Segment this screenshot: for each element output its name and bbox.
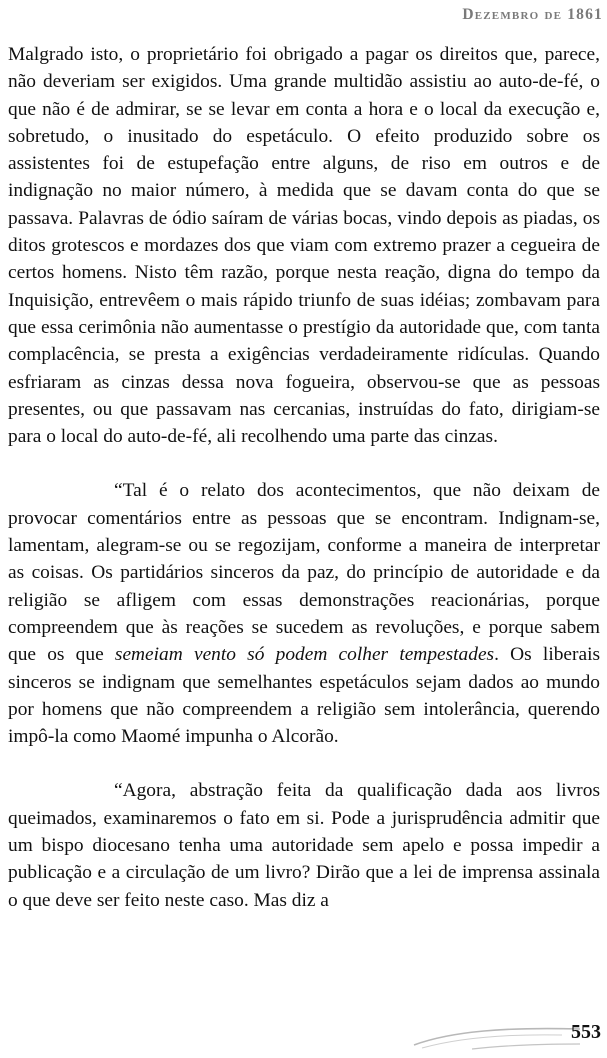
running-header: Dezembro de 1861 [462,6,603,23]
paragraph-2-text-b: . Os liberais sinceros se indignam que semelhantes espetáculos sejam dados ao mundo por homens que não compreendem a religião sem intolerância, querendo impô-la como Maomé impunha o Alcorão. [8,644,601,748]
body-text [8,41,600,914]
paragraph-3 [8,777,600,913]
paragraph-2-text-a: “Tal é o relato dos acontecimentos, que não deixam de provocar comentários entre as pessoas que se encontram. Indignam-se, lamentam, alegram-se ou se regozijam, conforme a maneira de interpretar as coisas. Os partidários sinceros da paz, do princípio de autoridade e da religião se afligem com essas demonstrações reacionárias, porque compreendem que às reações se sucedem as revoluções, e porque sabem que os que [8,480,600,666]
paragraph-2 [8,477,600,750]
paragraph-2-italic-quote: semeiam vento só podem colher tempestades [114,644,495,666]
page-flourish-ornament [412,1015,582,1051]
paragraph-1 [8,41,600,450]
paragraph-1-text: Malgrado isto, o proprietário foi obrigado a pagar os direitos que, parece, não deveriam ser exigidos. Uma grande multidão assistiu ao auto-de-fé, o que não é de admirar, se se levar em conta a hora e o local da execução e, sobretudo, o inusitado do espetáculo. O efeito produzido sobre os assistentes foi de estupefação entre alguns, de riso em outros e de indignação no maior número, à medida que se davam conta do que se passava. Palavras de ódio saíram de várias bocas, vindo depois as piadas, os ditos grotescos e mordazes dos que viam com extremo prazer a cegueira de certos homens. Nisto têm razão, porque nesta reação, digna do tempo da Inquisição, entrevêem o mais rápido triunfo de suas idéias; zombavam para que essa cerimônia não aumentasse o prestígio da autoridade que, com tanta complacência, se presta a exigências verdadeiramente ridículas. Quando esfriaram as cinzas dessa nova fogueira, observou-se que as pessoas presentes, ou que passavam nas cercanias, instruídas do fato, dirigiam-se para o local do auto-de-fé, ali recolhendo uma parte das cinzas. [8,44,600,448]
page-number: 553 [571,1021,601,1043]
paragraph-3-text: “Agora, abstração feita da qualificação dada aos livros queimados, examinaremos o fato em si. Pode a jurisprudência admitir que um bispo diocesano tenha uma autoridade sem apelo e possa impedir a publicação e a circulação de um livro? Dirão que a lei de imprensa assinala o que deve ser feito neste caso. Mas diz a [8,780,600,911]
